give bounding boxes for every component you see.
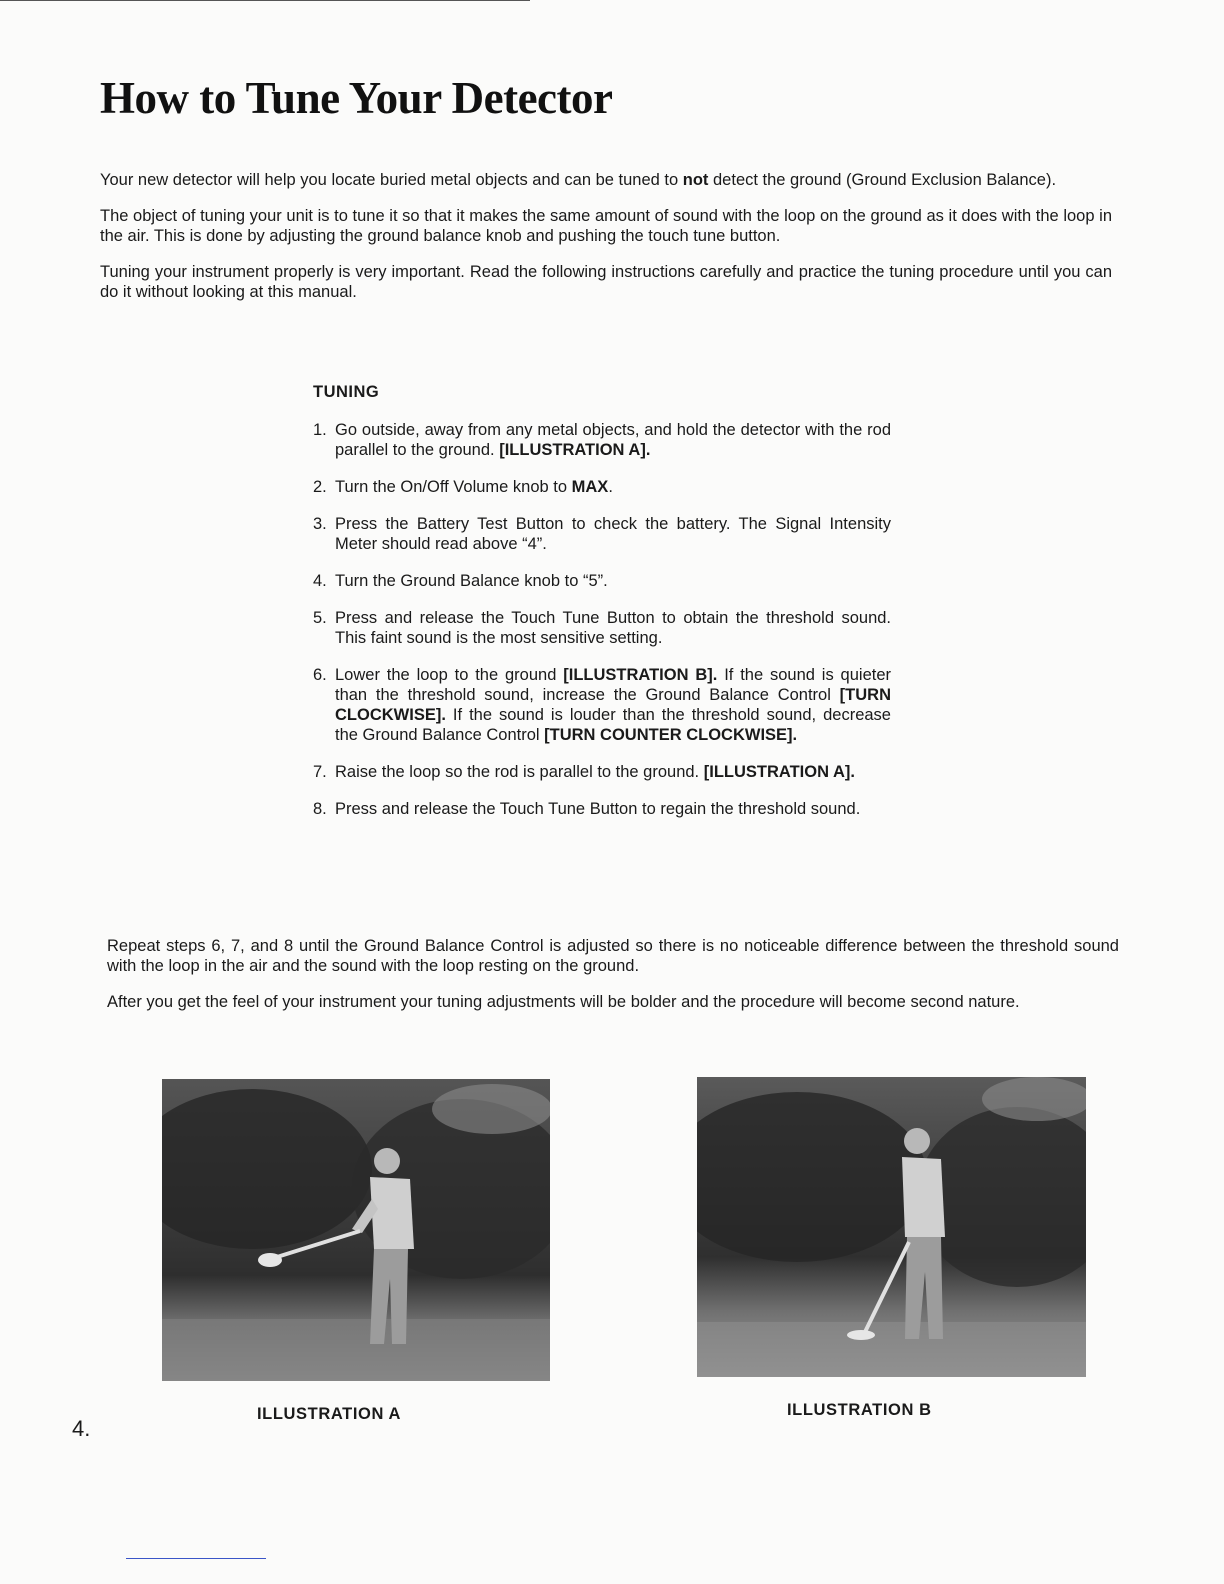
illustration-a-caption: ILLUSTRATION A — [257, 1405, 402, 1423]
page-title: How to Tune Your Detector — [100, 73, 613, 123]
illustration-b-photo — [697, 1077, 1086, 1377]
tuning-step: 1. Go outside, away from any metal objects, and hold the detector with the rod parallel to the ground. [ILLUSTRATION A]. — [313, 421, 891, 459]
tuning-step: 5. Press and release the Touch Tune Button to obtain the threshold sound. This faint sound is the most sensitive setting. — [313, 609, 891, 647]
closing-paragraph-1: Repeat steps 6, 7, and 8 until the Ground Balance Control is adjusted so there is no noticeable difference between the threshold sound with the loop in the air and the sound with the loop resting on the ground. — [107, 937, 1119, 975]
tuning-heading: TUNING — [313, 383, 380, 401]
intro-section — [100, 170, 1112, 318]
tuning-step: 6. Lower the loop to the ground [ILLUSTRATION B]. If the sound is quieter than the threshold sound, increase the Ground Balance Control [TURN CLOCKWISE]. If the sound is louder than the threshold sound, decrease the Ground Balance Control [TURN COUNTER CLOCKWISE]. — [313, 666, 892, 744]
illustration-b-caption: ILLUSTRATION B — [787, 1401, 932, 1419]
closing-section — [107, 936, 1119, 1028]
illustration-b-graphic — [697, 1077, 1086, 1377]
tuning-step: 2. Turn the On/Off Volume knob to MAX. — [313, 478, 613, 496]
tuning-step: 7. Raise the loop so the rod is parallel to the ground. [ILLUSTRATION A]. — [313, 763, 855, 781]
intro-paragraph-2: The object of tuning your unit is to tune it so that it makes the same amount of sound with the loop on the ground as it does with the loop in the air. This is done by adjusting the ground balance knob and pushing the touch tune button. — [100, 207, 1112, 245]
tuning-step: 4. Turn the Ground Balance knob to “5”. — [313, 572, 608, 590]
top-rule — [0, 0, 530, 1]
illustration-a-graphic — [162, 1079, 550, 1381]
page-number: 4. — [72, 1416, 91, 1441]
tuning-step: 3. Press the Battery Test Button to check the battery. The Signal Intensity Meter should read above “4”. — [313, 515, 891, 553]
tuning-step: 8. Press and release the Touch Tune Button to regain the threshold sound. — [313, 800, 861, 818]
intro-paragraph-3: Tuning your instrument properly is very important. Read the following instructions carefully and practice the tuning procedure until you can do it without looking at this manual. — [100, 263, 1112, 301]
bottom-rule — [126, 1558, 266, 1559]
intro-paragraph-1: Your new detector will help you locate buried metal objects and can be tuned to not detect the ground (Ground Exclusion Balance). — [100, 171, 1057, 189]
closing-paragraph-2: After you get the feel of your instrument your tuning adjustments will be bolder and the procedure will become second nature. — [107, 993, 1020, 1011]
illustration-a-photo — [162, 1079, 550, 1381]
tuning-steps-list — [313, 420, 891, 836]
